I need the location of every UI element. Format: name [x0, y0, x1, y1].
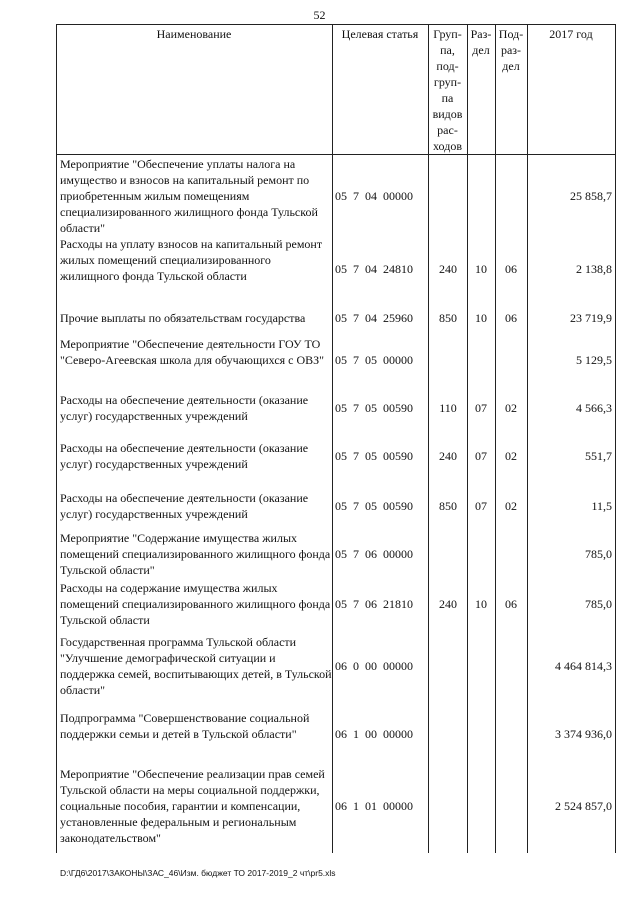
row-name: Расходы на обеспечение деятельности (оказание услуг) государственных учреждений	[60, 441, 309, 471]
row-amount: 551,7	[585, 449, 612, 463]
row-name: Государственная программа Тульской области "Улучшение демографической ситуации и поддержка семей, воспитывающих детей, в Тульской области"	[60, 635, 332, 697]
table-border-right	[615, 24, 616, 853]
row-name: Расходы на содержание имущества жилых помещений специализированного жилищного фонда Тульской области	[60, 581, 331, 627]
row-name: Расходы на уплату взносов на капитальный ремонт жилых помещений специализированного жилищного фонда Тульской области	[60, 237, 323, 283]
row-subsection: 02	[505, 401, 517, 415]
column-divider	[495, 24, 496, 853]
row-target-code: 05 7 05 00590	[335, 499, 413, 513]
row-target-code: 05 7 05 00000	[335, 353, 413, 367]
row-subsection: 02	[505, 499, 517, 513]
row-amount: 4 464 814,3	[555, 659, 612, 673]
row-target-code: 06 0 00 00000	[335, 659, 413, 673]
row-amount: 2 524 857,0	[555, 799, 612, 813]
row-amount: 5 129,5	[576, 353, 612, 367]
header-target-article: Целевая статья	[341, 27, 419, 41]
row-target-code: 06 1 01 00000	[335, 799, 413, 813]
header-section: Раз- дел	[470, 27, 492, 57]
row-expense-group: 240	[439, 597, 457, 611]
budget-table	[56, 24, 616, 853]
row-target-code: 05 7 06 21810	[335, 597, 413, 611]
row-expense-group: 850	[439, 499, 457, 513]
header-expense-group: Груп- па, под- груп- па видов рас- ходов	[432, 27, 463, 153]
row-name: Мероприятие "Содержание имущества жилых помещений специализированного жилищного фонда Тульской области"	[60, 531, 331, 577]
row-name: Подпрограмма "Совершенствование социальной поддержки семьи и детей в Тульской области"	[60, 711, 310, 741]
header-subsection: Под- раз- дел	[498, 27, 524, 73]
column-divider	[467, 24, 468, 853]
row-section: 07	[475, 401, 487, 415]
row-subsection: 06	[505, 262, 517, 276]
row-amount: 23 719,9	[570, 311, 612, 325]
row-target-code: 06 1 00 00000	[335, 727, 413, 741]
row-amount: 3 374 936,0	[555, 727, 612, 741]
row-section: 07	[475, 499, 487, 513]
row-target-code: 05 7 05 00590	[335, 449, 413, 463]
row-amount: 4 566,3	[576, 401, 612, 415]
row-amount: 11,5	[591, 499, 612, 513]
row-subsection: 06	[505, 311, 517, 325]
row-target-code: 05 7 06 00000	[335, 547, 413, 561]
row-name: Прочие выплаты по обязательствам государства	[60, 311, 306, 325]
table-border-top	[56, 24, 616, 25]
table-border-left	[56, 24, 57, 853]
row-name: Расходы на обеспечение деятельности (оказание услуг) государственных учреждений	[60, 393, 309, 423]
row-target-code: 05 7 04 25960	[335, 311, 413, 325]
header-divider	[56, 154, 616, 155]
row-section: 10	[475, 262, 487, 276]
row-section: 07	[475, 449, 487, 463]
column-divider	[332, 24, 333, 853]
row-name: Мероприятие "Обеспечение реализации прав семей Тульской области на меры социальной поддержки, социальные пособия, гарантии и компенсации, установленные федеральным и региональным законодательством"	[60, 767, 325, 845]
header-name: Наименование	[156, 27, 232, 41]
row-expense-group: 240	[439, 262, 457, 276]
row-expense-group: 110	[439, 401, 457, 415]
row-amount: 25 858,7	[570, 189, 612, 203]
row-expense-group: 240	[439, 449, 457, 463]
row-section: 10	[475, 597, 487, 611]
row-target-code: 05 7 04 24810	[335, 262, 413, 276]
row-amount: 785,0	[585, 597, 612, 611]
row-name: Мероприятие "Обеспечение уплаты налога на имущество и взносов на капитальный ремонт по приобретенным жилым помещениям специализированного жилищного фонда Тульской области"	[60, 157, 318, 235]
row-target-code: 05 7 05 00590	[335, 401, 413, 415]
row-subsection: 02	[505, 449, 517, 463]
row-section: 10	[475, 311, 487, 325]
page-number: 52	[313, 8, 326, 22]
row-target-code: 05 7 04 00000	[335, 189, 413, 203]
row-subsection: 06	[505, 597, 517, 611]
row-amount: 2 138,8	[576, 262, 612, 276]
row-name: Расходы на обеспечение деятельности (оказание услуг) государственных учреждений	[60, 491, 309, 521]
row-name: Мероприятие "Обеспечение деятельности ГОУ ТО "Северо-Агеевская школа для обучающихся с ОВЗ"	[60, 337, 325, 367]
row-expense-group: 850	[439, 311, 457, 325]
header-year: 2017 год	[549, 27, 593, 41]
row-amount: 785,0	[585, 547, 612, 561]
file-path-footer: D:\ГД6\2017\ЗАКОНЫ\ЗАС_46\Изм. бюджет ТО 2017-2019_2 чт\pr5.xls	[60, 868, 336, 878]
